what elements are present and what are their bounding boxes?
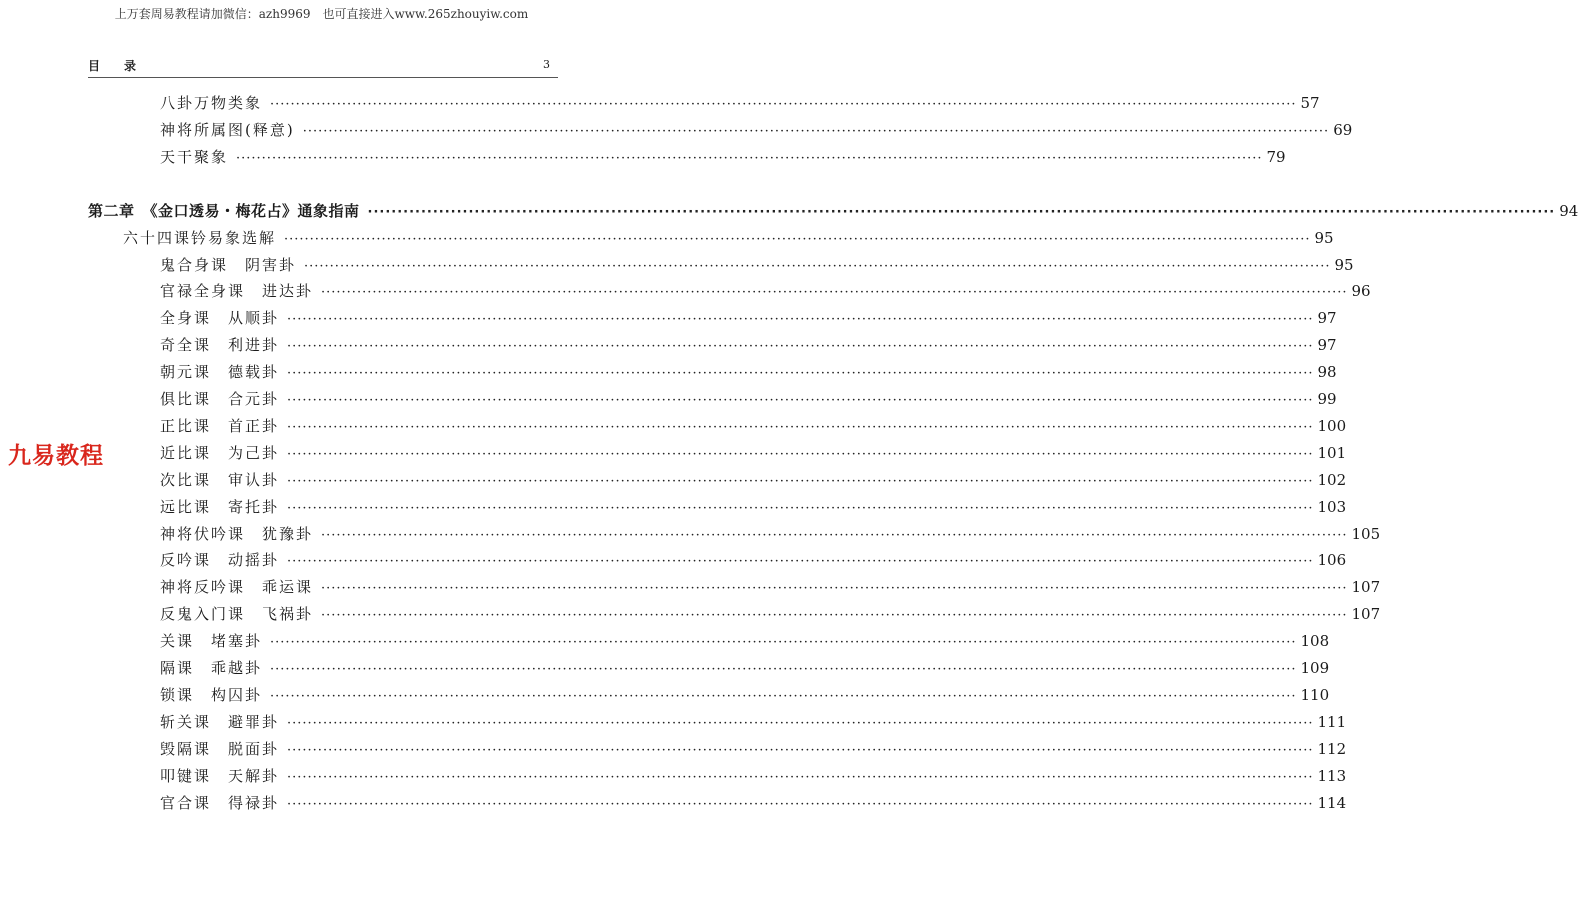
toc-entry [160,710,1347,734]
toc-entry-label: 奇全课 利进卦 [160,336,280,355]
toc-entry-page: 94 [1559,201,1578,220]
toc-leader-dots: ········································································································································································································ [270,688,1297,704]
running-header [88,57,558,78]
toc-entry-label: 官合课 得禄卦 [160,793,280,812]
toc-entry [160,279,1371,303]
toc-entry [160,360,1337,384]
toc-entry-page: 57 [1300,94,1320,112]
watermark: 九易教程 [8,443,104,469]
toc-entry-page: 100 [1317,416,1347,435]
toc-leader-dots: ········································································································································································································ [321,581,1348,597]
toc-leader-dots: ········································································································································································································ [321,527,1348,543]
toc-entry-label: 次比课 审认卦 [160,470,280,489]
toc-entry-page: 106 [1317,551,1347,570]
toc-leader-dots: ········································································································································································································ [367,204,1556,220]
toc-entry-label: 关课 堵塞卦 [160,632,263,651]
toc-entry-label: 天干聚象 [160,147,229,166]
toc-entry-page: 97 [1317,309,1337,328]
toc-leader-dots: ········································································································································································································ [321,285,1348,301]
toc-leader-dots: ········································································································································································································ [270,635,1297,651]
toc-entry [160,91,1320,115]
toc-entry-page: 95 [1314,228,1334,247]
toc-entry-label: 隔课 乖越卦 [160,659,263,677]
toc-entry-page: 108 [1300,632,1330,651]
header-page-number: 3 [543,58,550,71]
toc-entry [160,629,1330,653]
toc-entry-label: 神将伏吟课 犹豫卦 [160,524,314,543]
toc-leader-dots: ········································································································································································································ [284,231,1311,247]
toc-entry [160,306,1337,330]
toc-entry-page: 96 [1351,282,1371,301]
toc-entry [160,387,1337,411]
toc-entry-label: 斩关课 避罪卦 [160,712,280,731]
toc-entry [160,495,1347,519]
toc-entry-page: 111 [1317,712,1347,731]
toc-entry-label: 叩键课 天解卦 [160,766,280,785]
toc-entry-label: 反鬼入门课 飞祸卦 [160,605,314,624]
toc-entry-page: 110 [1300,685,1330,704]
toc-leader-dots: ········································································································································································································ [287,339,1314,355]
toc-leader-dots: ········································································································································································································ [287,366,1314,382]
toc-entry-label: 第二章 《金口透易・梅花占》通象指南 [88,201,360,220]
toc-entry [160,602,1381,626]
toc-leader-dots: ········································································································································································································ [287,393,1314,408]
toc-entry-page: 107 [1351,578,1381,597]
toc-entry-page: 99 [1317,390,1337,408]
toc-entry-page: 113 [1317,766,1347,785]
toc-entry-page: 101 [1317,443,1347,462]
toc-entry [160,548,1347,572]
toc-entry [160,764,1347,788]
toc-entry-page: 97 [1317,336,1337,355]
toc-leader-dots: ········································································································································································································ [287,554,1314,570]
toc-entry-page: 107 [1351,605,1381,624]
toc-entry [123,226,1334,250]
toc-leader-dots: ········································································································································································································ [287,796,1314,812]
toc-entry-page: 98 [1317,363,1337,382]
toc-leader-dots: ········································································································································································································ [270,662,1297,677]
toc-entry-label: 神将所属图(释意) [160,120,295,139]
header-title: 目录 [88,59,161,73]
toc-entry-label: 神将反吟课 乖运课 [160,578,314,597]
toc-leader-dots: ········································································································································································································ [287,419,1314,435]
toc-entry [160,737,1347,761]
toc-entry-page: 79 [1266,147,1286,166]
toc-entry [160,441,1347,465]
toc-entry-page: 112 [1317,739,1347,758]
toc-entry-label: 反吟课 动摇卦 [160,551,280,570]
toc-leader-dots: ········································································································································································································ [302,123,1330,139]
toc-entry-label: 正比课 首正卦 [160,416,280,435]
toc-entry-label: 近比课 为己卦 [160,443,280,462]
toc-leader-dots: ········································································································································································································ [287,742,1314,758]
toc-entry-label: 远比课 寄托卦 [160,497,280,516]
toc-entry [160,253,1354,277]
toc-entry-label: 毁隔课 脱面卦 [160,739,280,758]
toc-entry-label: 锁课 构囚卦 [160,685,263,704]
toc-entry [160,145,1286,169]
toc-entry [160,414,1347,438]
toc-entry-label: 鬼合身课 阴害卦 [160,255,297,274]
toc-entry-page: 103 [1317,497,1347,516]
toc-entry-page: 109 [1300,659,1330,677]
toc-chapter-entry [88,199,1578,223]
toc-leader-dots: ········································································································································································································ [321,608,1348,624]
toc-leader-dots: ········································································································································································································ [287,769,1314,785]
toc-entry [160,522,1381,546]
toc-leader-dots: ········································································································································································································ [304,258,1331,274]
toc-entry [160,683,1330,707]
toc-entry-label: 官禄全身课 进达卦 [160,282,314,301]
toc-entry-label: 朝元课 德载卦 [160,363,280,382]
toc-entry-page: 69 [1333,120,1353,139]
toc-leader-dots: ········································································································································································································ [236,150,1263,166]
toc-entry [160,575,1381,599]
toc-entry [160,118,1353,142]
toc-leader-dots: ········································································································································································································ [287,312,1314,328]
toc-entry-label: 八卦万物类象 [160,94,263,112]
toc-entry-label: 六十四课钤易象选解 [123,228,277,247]
toc-leader-dots: ········································································································································································································ [287,473,1314,489]
toc-entry [160,333,1337,357]
toc-entry [160,791,1347,815]
toc-leader-dots: ········································································································································································································ [287,715,1314,731]
toc-leader-dots: ········································································································································································································ [287,446,1314,462]
toc-entry-page: 102 [1317,470,1347,489]
toc-entry-page: 95 [1334,255,1354,274]
top-banner: 上万套周易教程请加微信：azh9969 也可直接进入www.265zhouyiw.com [114,7,529,21]
toc-entry [160,656,1330,680]
toc-entry [160,468,1347,492]
toc-entry-label: 俱比课 合元卦 [160,390,280,408]
toc-leader-dots: ········································································································································································································ [270,97,1297,112]
toc-entry-label: 全身课 从顺卦 [160,309,280,328]
toc-entry-page: 114 [1317,793,1347,812]
toc-entry-page: 105 [1351,524,1381,543]
toc-leader-dots: ········································································································································································································ [287,500,1314,516]
